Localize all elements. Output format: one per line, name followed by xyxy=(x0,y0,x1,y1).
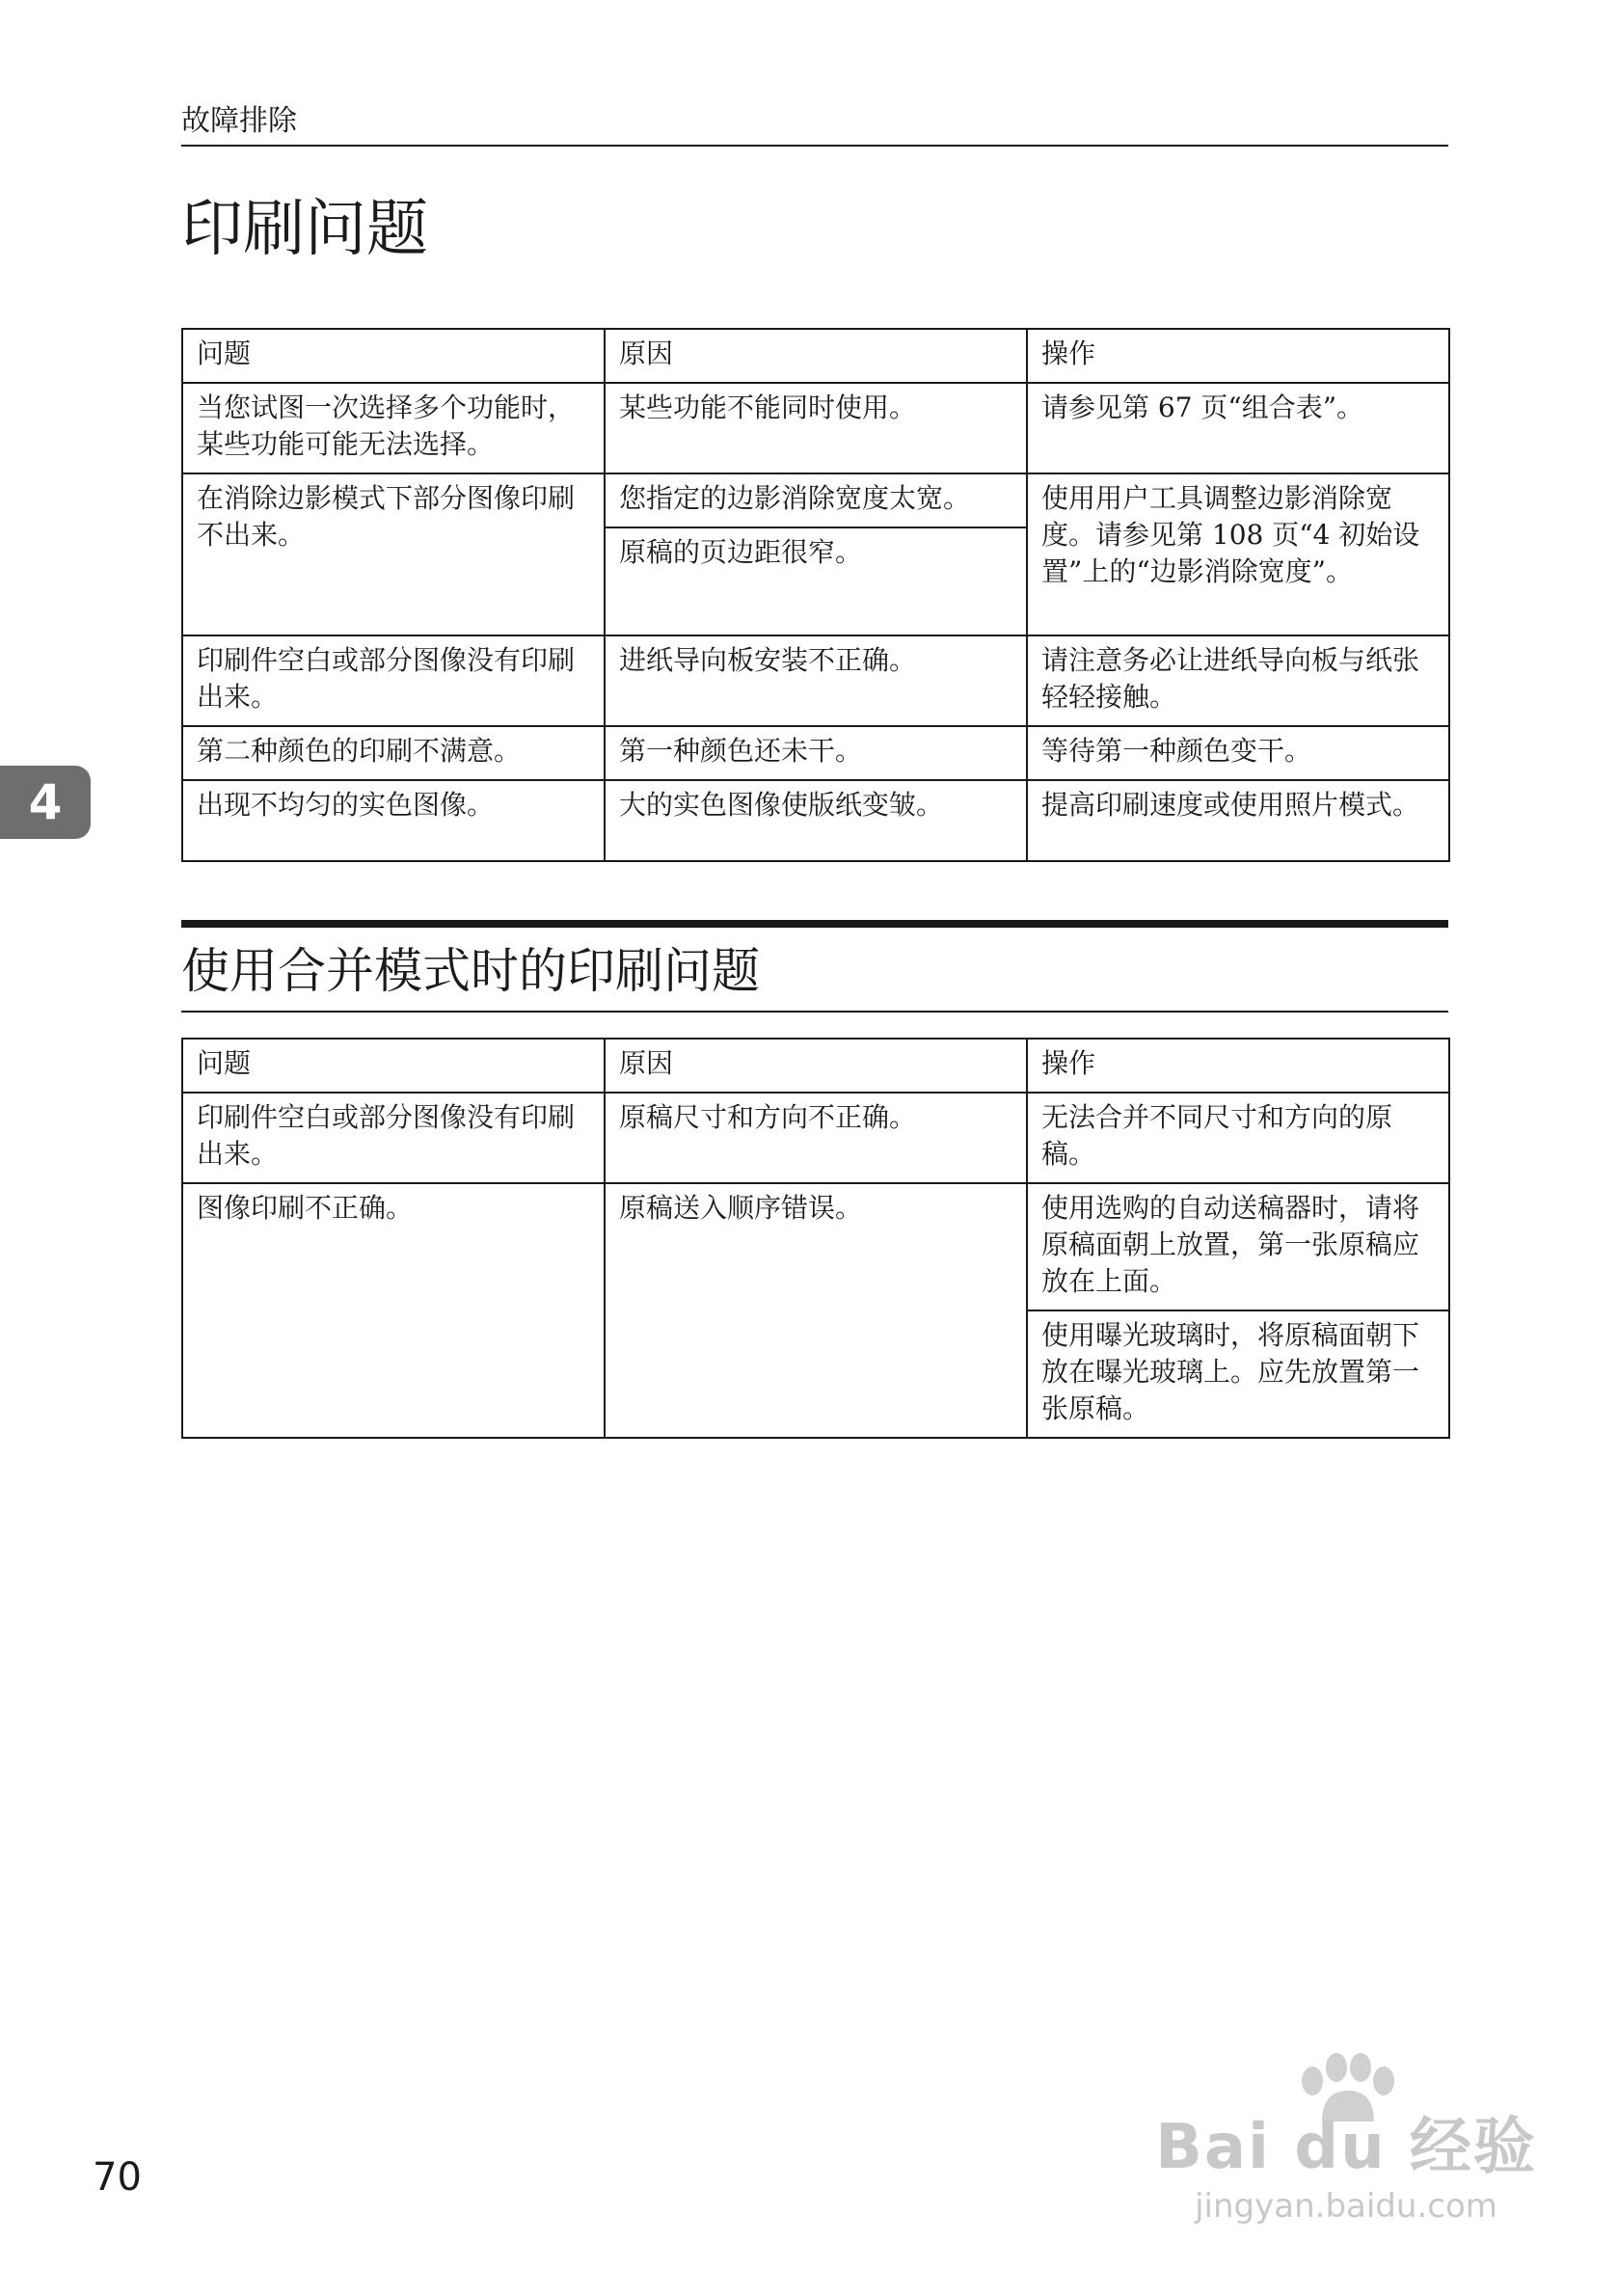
page-title: 印刷问题 xyxy=(181,194,428,265)
cause-cell: 第一种颜色还未干。 xyxy=(605,726,1027,780)
cause-cell: 原稿尺寸和方向不正确。 xyxy=(605,1093,1027,1183)
problem-cell: 印刷件空白或部分图像没有印刷出来。 xyxy=(182,1093,605,1183)
problem-cell: 第二种颜色的印刷不满意。 xyxy=(182,726,605,780)
table-row xyxy=(182,780,1449,861)
problem-cell: 印刷件空白或部分图像没有印刷出来。 xyxy=(182,635,605,726)
action-cell: 提高印刷速度或使用照片模式。 xyxy=(1027,780,1449,861)
table-row xyxy=(182,1093,1449,1183)
printing-problems-table xyxy=(181,328,1450,862)
watermark xyxy=(1153,2052,1539,2245)
column-header-cause: 原因 xyxy=(605,329,1027,383)
action-cell: 无法合并不同尺寸和方向的原稿。 xyxy=(1027,1093,1449,1183)
table-header-row xyxy=(182,329,1449,383)
section-title: 使用合并模式时的印刷问题 xyxy=(181,941,1448,1013)
page-number: 70 xyxy=(93,2155,142,2200)
table-row xyxy=(182,1183,1449,1310)
column-header-problem: 问题 xyxy=(182,329,605,383)
problem-cell: 当您试图一次选择多个功能时，某些功能可能无法选择。 xyxy=(182,383,605,473)
column-header-action: 操作 xyxy=(1027,329,1449,383)
table-row xyxy=(182,635,1449,726)
cause-cell: 进纸导向板安装不正确。 xyxy=(605,635,1027,726)
watermark-brand: Bai du 经验 xyxy=(1155,2112,1537,2183)
problem-cell: 出现不均匀的实色图像。 xyxy=(182,780,605,861)
watermark-url: jingyan.baidu.com xyxy=(1195,2187,1497,2226)
section-divider xyxy=(181,920,1448,928)
cause-cell: 原稿送入顺序错误。 xyxy=(605,1183,1027,1438)
problem-cell: 图像印刷不正确。 xyxy=(182,1183,605,1438)
column-header-problem: 问题 xyxy=(182,1039,605,1093)
table-row xyxy=(182,383,1449,473)
problem-cell: 在消除边影模式下部分图像印刷不出来。 xyxy=(182,473,605,635)
action-cell: 使用选购的自动送稿器时，请将原稿面朝上放置，第一张原稿应放在上面。 xyxy=(1027,1183,1449,1310)
table-row xyxy=(182,473,1449,527)
action-cell: 请注意务必让进纸导向板与纸张轻轻接触。 xyxy=(1027,635,1449,726)
action-cell: 请参见第 67 页“组合表”。 xyxy=(1027,383,1449,473)
cause-cell: 您指定的边影消除宽度太宽。 xyxy=(605,473,1027,527)
chapter-tab: 4 xyxy=(0,766,91,839)
action-cell: 使用曝光玻璃时，将原稿面朝下放在曝光玻璃上。应先放置第一张原稿。 xyxy=(1027,1310,1449,1438)
action-cell: 使用用户工具调整边影消除宽度。请参见第 108 页“4 初始设置”上的“边影消除宽度”。 xyxy=(1027,473,1449,635)
running-header: 故障排除 xyxy=(181,104,1448,147)
cause-cell: 某些功能不能同时使用。 xyxy=(605,383,1027,473)
combine-mode-problems-table xyxy=(181,1038,1450,1439)
cause-cell: 大的实色图像使版纸变皱。 xyxy=(605,780,1027,861)
action-cell: 等待第一种颜色变干。 xyxy=(1027,726,1449,780)
cause-cell: 原稿的页边距很窄。 xyxy=(605,527,1027,635)
table-row xyxy=(182,726,1449,780)
column-header-action: 操作 xyxy=(1027,1039,1449,1093)
column-header-cause: 原因 xyxy=(605,1039,1027,1093)
table-header-row xyxy=(182,1039,1449,1093)
